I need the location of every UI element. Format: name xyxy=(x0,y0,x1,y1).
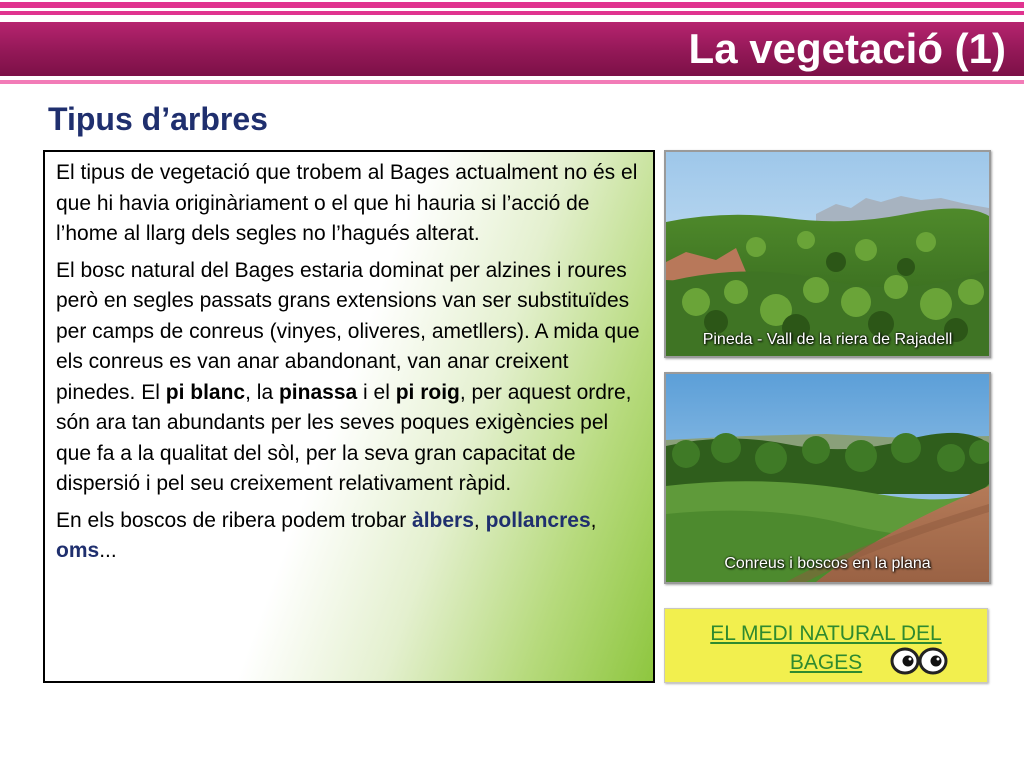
header-stripe-thin xyxy=(0,11,1024,15)
paragraph-3 xyxy=(56,506,643,567)
paragraph-2-text: , per aquest ordre, són ara tan abundants per les seves poques exigències pel que fa a la qualitat del sòl, per la seva gran capacitat de dispersió i pel seu creixement relativament ràpid. xyxy=(56,380,632,495)
paragraph-3-text: , xyxy=(473,508,486,532)
paragraph-2-text: i el xyxy=(357,380,396,404)
photo-caption: Pineda - Vall de la riera de Rajadell xyxy=(702,331,953,348)
paragraph-3-text: ... xyxy=(99,539,117,562)
fields-forest-image xyxy=(666,374,989,582)
slide-title: La vegetació (1) xyxy=(688,25,1006,72)
paragraph-2 xyxy=(56,256,643,500)
medi-natural-link-line1[interactable]: EL MEDI NATURAL DEL xyxy=(710,622,942,645)
term-pi-roig: pi roig xyxy=(395,380,460,404)
medi-natural-link-line2[interactable]: BAGES xyxy=(789,651,863,674)
header-stripe-top xyxy=(0,2,1024,8)
photo-caption: Conreus i boscos en la plana xyxy=(724,555,931,572)
paragraph-3-text: , xyxy=(590,508,597,532)
term-pinassa: pinassa xyxy=(278,380,358,404)
term-pollancres: pollancres xyxy=(485,508,591,532)
paragraph-1: El tipus de vegetació que trobem al Bages actualment no és el que hi havia originàriament o el que hi hauria si l’acció de l’home al llarg dels segles no l’hagués alterat. xyxy=(56,161,638,245)
term-oms: oms xyxy=(56,539,100,562)
paragraph-2-text: El bosc natural del Bages estaria dominat per alzines i roures però en segles passats grans extensions van ser substituïdes per camps de conreus (vinyes, oliveres, ametllers). A mida que els conreus es van anar abandonant, van anar creixent pinedes. El xyxy=(56,258,640,404)
header-stripe-bottom xyxy=(0,80,1024,84)
section-subtitle: Tipus d’arbres xyxy=(48,101,268,137)
content-text-box xyxy=(43,150,655,683)
photo-pineda-rajadell xyxy=(664,150,991,358)
photo-conreus-boscos xyxy=(664,372,991,584)
term-albers: àlbers xyxy=(412,508,474,532)
term-pi-blanc: pi blanc xyxy=(165,380,246,404)
eyes-icon[interactable] xyxy=(890,646,948,676)
paragraph-2-text: , la xyxy=(245,380,279,404)
pine-forest-image xyxy=(666,152,989,356)
paragraph-3-text: En els boscos de ribera podem trobar xyxy=(56,508,413,532)
